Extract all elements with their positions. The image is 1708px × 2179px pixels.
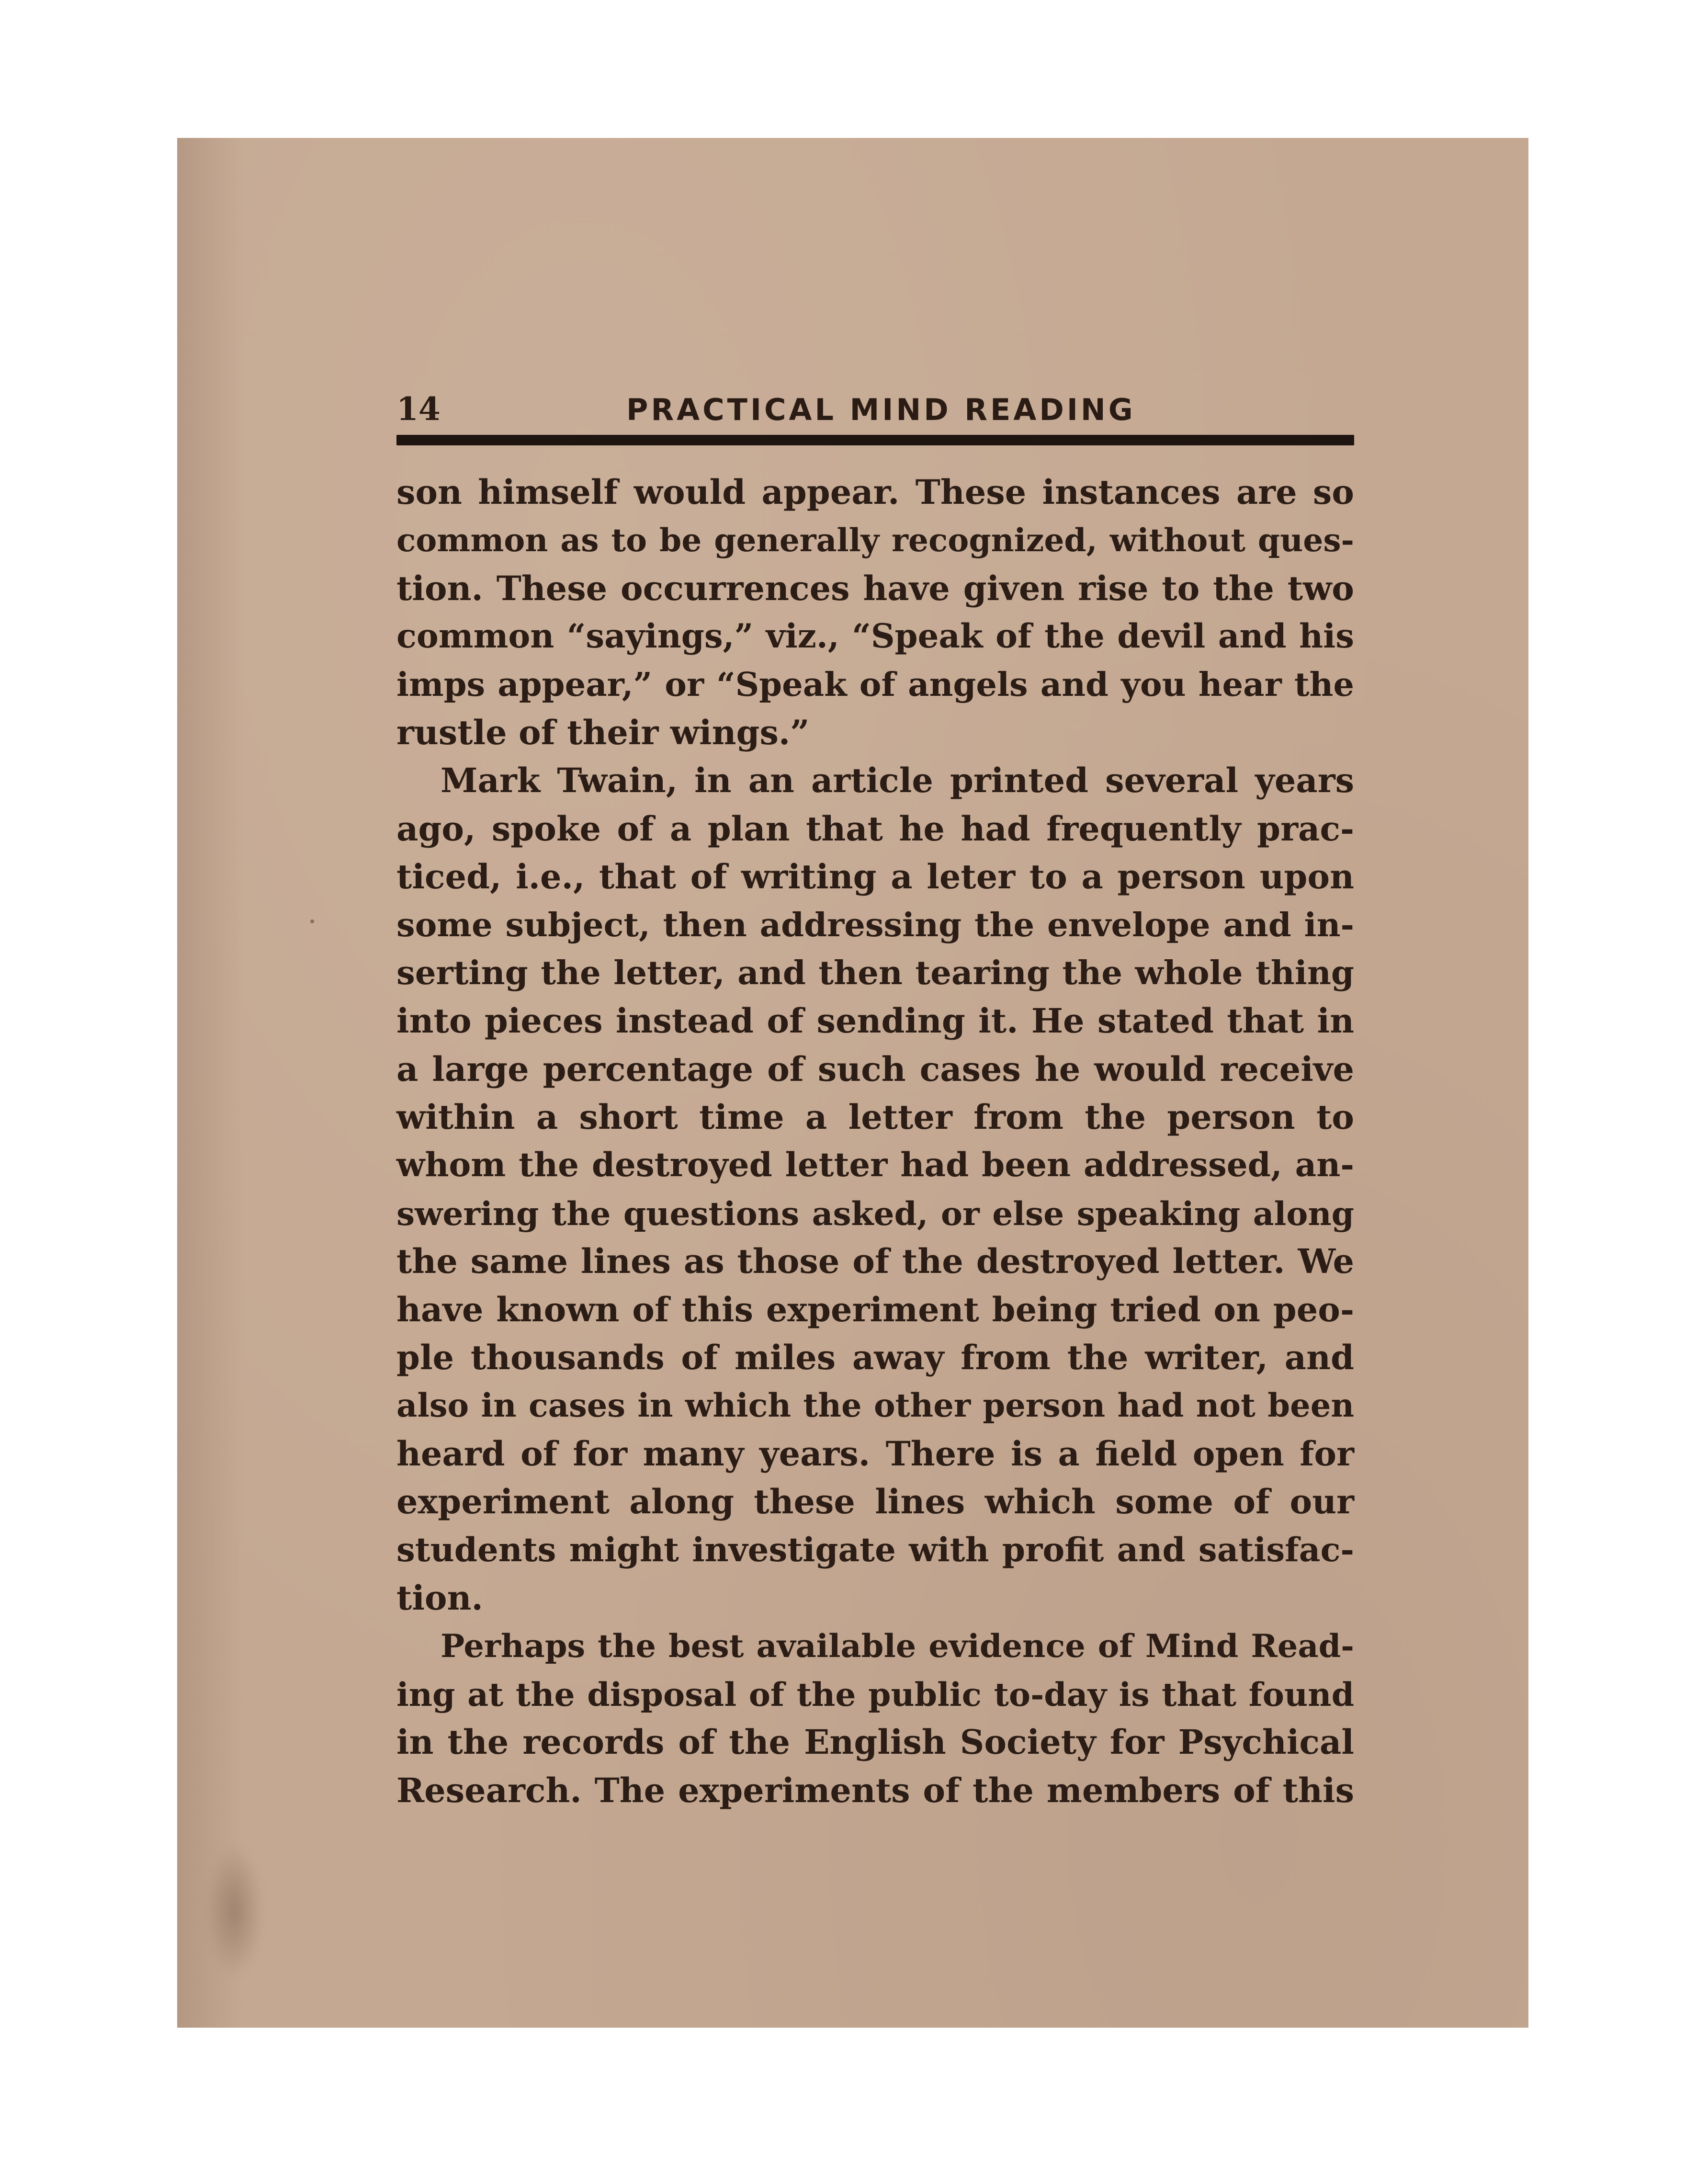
text-line: some subject, then addressing the envelope and in- [396, 906, 1354, 944]
text-line: imps appear,” or “Speak of angels and you hear the [396, 665, 1354, 704]
text-line: common “sayings,” viz., “Speak of the devil and his [396, 617, 1354, 656]
text-line: Perhaps the best available evidence of Mind Read- [441, 1627, 1354, 1665]
text-line: the same lines as those of the destroyed letter. We [396, 1241, 1354, 1282]
text-line: ing at the disposal of the public to-day is that found [396, 1675, 1354, 1714]
text-line: into pieces instead of sending it. He stated that in [396, 1001, 1354, 1041]
text-line: Research. The experiments of the members of this [396, 1770, 1354, 1810]
thumb-shadow-mark [206, 1844, 263, 1978]
text-line: ticed, i.e., that of writing a leter to a person upon [396, 857, 1354, 897]
text-line: students might investigate with profit and satisfac- [396, 1530, 1354, 1569]
running-title: PRACTICAL MIND READING [626, 392, 1136, 427]
text-line: son himself would appear. These instances are so [396, 472, 1354, 512]
header-rule [396, 435, 1354, 445]
text-line: in the records of the English Society for Psychical [396, 1722, 1354, 1762]
body-text [396, 468, 1354, 1815]
page-header [396, 390, 1354, 429]
text-line: swering the questions asked, or else speaking along [396, 1194, 1354, 1233]
text-line: rustle of their wings.” [396, 712, 810, 752]
text-line: common as to be generally recognized, without ques- [396, 522, 1354, 559]
text-line: heard of for many years. There is a field open for [396, 1433, 1354, 1474]
text-line: tion. [396, 1578, 483, 1618]
page-edge-shadow [177, 138, 244, 2028]
text-line: ple thousands of miles away from the writer, and [396, 1338, 1354, 1378]
text-line: tion. These occurrences have given rise to the two [396, 568, 1354, 608]
text-line: serting the letter, and then tearing the whole thing [396, 953, 1354, 992]
text-line: ago, spoke of a plan that he had frequently prac- [396, 808, 1354, 849]
text-line: Mark Twain, in an article printed several years [441, 760, 1354, 801]
text-line: whom the destroyed letter had been addressed, an- [396, 1146, 1354, 1185]
margin-speck [310, 919, 314, 923]
text-line: also in cases in which the other person had not been [396, 1386, 1354, 1425]
text-line: have known of this experiment being tried on peo- [396, 1289, 1354, 1329]
page-number: 14 [396, 390, 441, 428]
text-line: experiment along these lines which some of our [396, 1482, 1354, 1522]
text-line: within a short time a letter from the person to [396, 1097, 1354, 1137]
text-line: a large percentage of such cases he would receive [396, 1049, 1354, 1089]
